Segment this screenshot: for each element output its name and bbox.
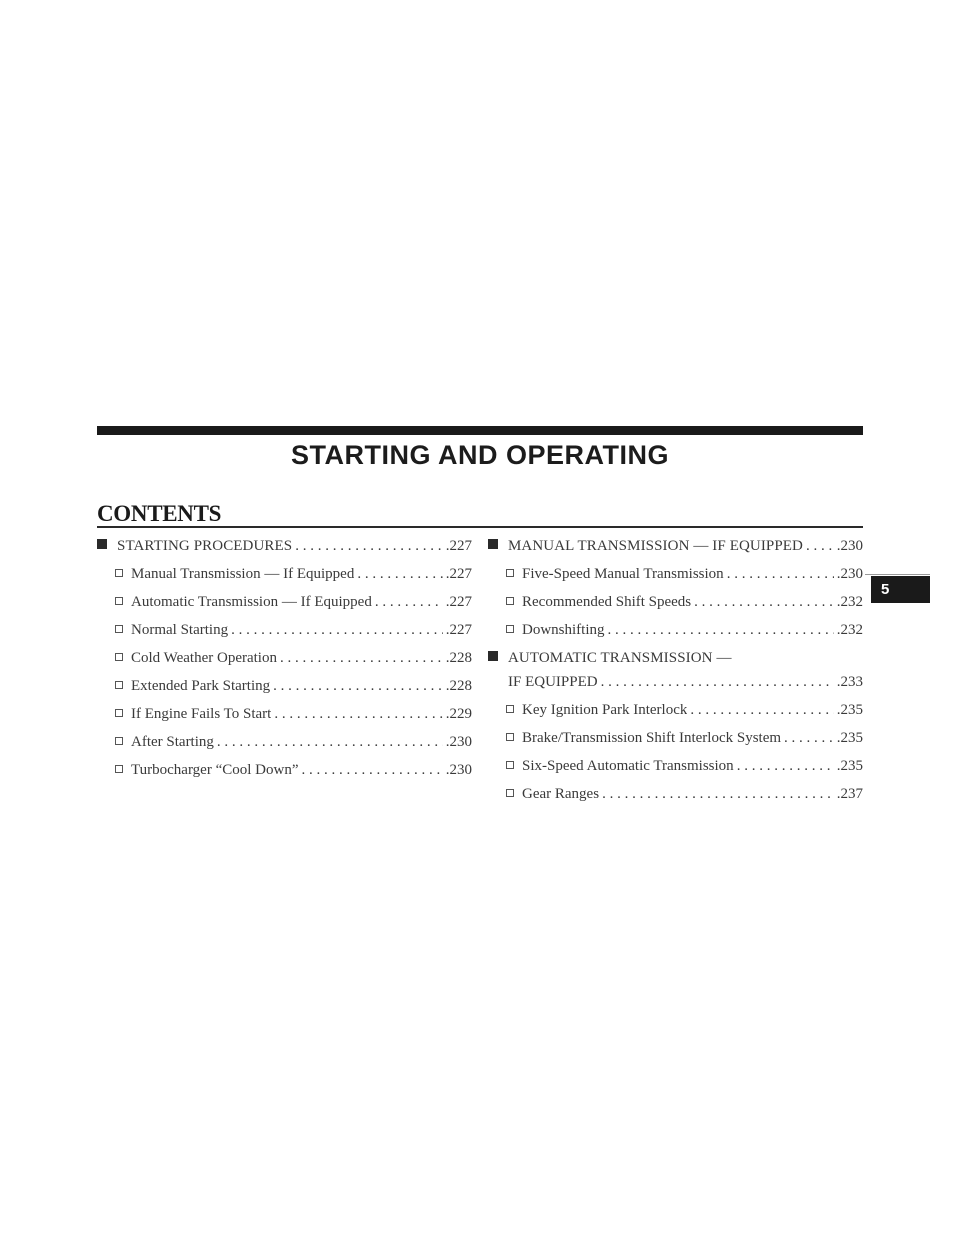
- toc-left-column: [97, 533, 472, 785]
- toc-right-column: [488, 533, 863, 809]
- toc-entry-label: Normal Starting: [131, 622, 229, 638]
- chapter-title: STARTING AND OPERATING: [291, 440, 669, 470]
- toc-entry-page: .233: [836, 674, 863, 690]
- hollow-square-bullet-icon: [506, 625, 514, 633]
- toc-entry-six-speed-automatic[interactable]: [488, 753, 863, 781]
- toc-entry-page: .228: [445, 650, 472, 666]
- toc-entry-normal-starting[interactable]: [97, 617, 472, 645]
- toc-entry-label: Key Ignition Park Interlock: [522, 702, 688, 718]
- toc-entry-turbocharger-cool-down[interactable]: [97, 757, 472, 785]
- hollow-square-bullet-icon: [115, 765, 123, 773]
- toc-entry-label: Cold Weather Operation: [131, 650, 277, 666]
- hollow-square-bullet-icon: [506, 569, 514, 577]
- hollow-square-bullet-icon: [115, 569, 123, 577]
- toc-entry-label: IF EQUIPPED: [508, 674, 598, 690]
- hollow-square-bullet-icon: [506, 705, 514, 713]
- toc-entry-label: AUTOMATIC TRANSMISSION —: [508, 650, 732, 666]
- toc-entry-automatic-transmission-section[interactable]: [488, 645, 863, 673]
- toc-entry-page: .235: [836, 702, 863, 718]
- toc-entry-label: Manual Transmission — If Equipped: [131, 566, 355, 582]
- toc-entry-page: .230: [445, 734, 472, 750]
- toc-entry-label: Five-Speed Manual Transmission: [522, 566, 724, 582]
- toc-entry-page: .232: [836, 594, 863, 610]
- dot-leader: [784, 729, 834, 747]
- hollow-square-bullet-icon: [115, 737, 123, 745]
- contents-heading: CONTENTS: [97, 501, 222, 526]
- dot-leader: [217, 733, 443, 751]
- toc-entry-label: Gear Ranges: [522, 786, 600, 802]
- toc-entry-automatic-transmission-section-cont[interactable]: [488, 673, 863, 697]
- dot-leader: [274, 705, 442, 723]
- hollow-square-bullet-icon: [115, 625, 123, 633]
- toc-entry-label: Automatic Transmission — If Equipped: [131, 594, 372, 610]
- dot-leader: [694, 593, 834, 611]
- toc-entry-label: MANUAL TRANSMISSION — IF EQUIPPED: [508, 538, 803, 554]
- toc-entry-after-starting[interactable]: [97, 729, 472, 757]
- toc-entry-page: .227: [445, 622, 472, 638]
- contents-rule: [97, 526, 863, 528]
- hollow-square-bullet-icon: [506, 789, 514, 797]
- toc-entry-extended-park-starting[interactable]: [97, 673, 472, 701]
- toc-entry-if-engine-fails-to-start[interactable]: [97, 701, 472, 729]
- toc-entry-page: .232: [836, 622, 863, 638]
- toc-entry-page: .230: [836, 538, 863, 554]
- dot-leader: [806, 537, 834, 555]
- hollow-square-bullet-icon: [115, 709, 123, 717]
- chapter-top-rule: [97, 426, 863, 435]
- toc-entry-page: .230: [836, 566, 863, 582]
- toc-entry-label: Brake/Transmission Shift Interlock System: [522, 730, 782, 746]
- dot-leader: [737, 757, 834, 775]
- toc-entry-label: After Starting: [131, 734, 214, 750]
- dot-leader: [375, 593, 443, 611]
- dot-leader: [280, 649, 443, 667]
- chapter-tab[interactable]: 5: [871, 576, 930, 603]
- dot-leader: [602, 785, 834, 803]
- hollow-square-bullet-icon: [115, 681, 123, 689]
- toc-entry-label: Extended Park Starting: [131, 678, 271, 694]
- toc-entry-five-speed-manual[interactable]: [488, 561, 863, 589]
- hollow-square-bullet-icon: [115, 597, 123, 605]
- toc-entry-label: STARTING PROCEDURES: [117, 538, 293, 554]
- square-bullet-icon: [488, 539, 498, 549]
- toc-entry-key-ignition-park-interlock[interactable]: [488, 697, 863, 725]
- dot-leader: [357, 565, 442, 583]
- toc-entry-page: .227: [445, 538, 472, 554]
- toc-entry-label: Downshifting: [522, 622, 605, 638]
- toc-entry-page: .237: [836, 786, 863, 802]
- toc-entry-page: .235: [836, 730, 863, 746]
- toc-entry-page: .227: [445, 566, 472, 582]
- dot-leader: [273, 677, 443, 695]
- square-bullet-icon: [97, 539, 107, 549]
- dot-leader: [295, 537, 443, 555]
- dot-leader: [301, 761, 442, 779]
- toc-entry-manual-transmission-section[interactable]: [488, 533, 863, 561]
- dot-leader: [231, 621, 443, 639]
- toc-entry-label: Recommended Shift Speeds: [522, 594, 692, 610]
- chapter-tab-rule: [865, 574, 930, 575]
- hollow-square-bullet-icon: [506, 597, 514, 605]
- toc-entry-page: .229: [445, 706, 472, 722]
- toc-entry-label: Turbocharger “Cool Down”: [131, 762, 299, 778]
- toc-entry-downshifting[interactable]: [488, 617, 863, 645]
- dot-leader: [608, 621, 834, 639]
- toc-entry-page: .227: [445, 594, 472, 610]
- toc-entry-gear-ranges[interactable]: [488, 781, 863, 809]
- toc-entry-cold-weather-operation[interactable]: [97, 645, 472, 673]
- toc-entry-manual-transmission[interactable]: [97, 561, 472, 589]
- hollow-square-bullet-icon: [506, 761, 514, 769]
- hollow-square-bullet-icon: [506, 733, 514, 741]
- hollow-square-bullet-icon: [115, 653, 123, 661]
- toc-entry-automatic-transmission[interactable]: [97, 589, 472, 617]
- toc-entry-page: .235: [836, 758, 863, 774]
- dot-leader: [690, 701, 833, 719]
- toc-entry-page: .230: [445, 762, 472, 778]
- dot-leader: [727, 565, 834, 583]
- toc-entry-label: Six-Speed Automatic Transmission: [522, 758, 734, 774]
- toc-entry-brake-transmission-shift-interlock[interactable]: [488, 725, 863, 753]
- toc-entry-starting-procedures[interactable]: [97, 533, 472, 561]
- toc-entry-label: If Engine Fails To Start: [131, 706, 272, 722]
- square-bullet-icon: [488, 651, 498, 661]
- toc-entry-recommended-shift-speeds[interactable]: [488, 589, 863, 617]
- toc-entry-page: .228: [445, 678, 472, 694]
- dot-leader: [601, 673, 834, 691]
